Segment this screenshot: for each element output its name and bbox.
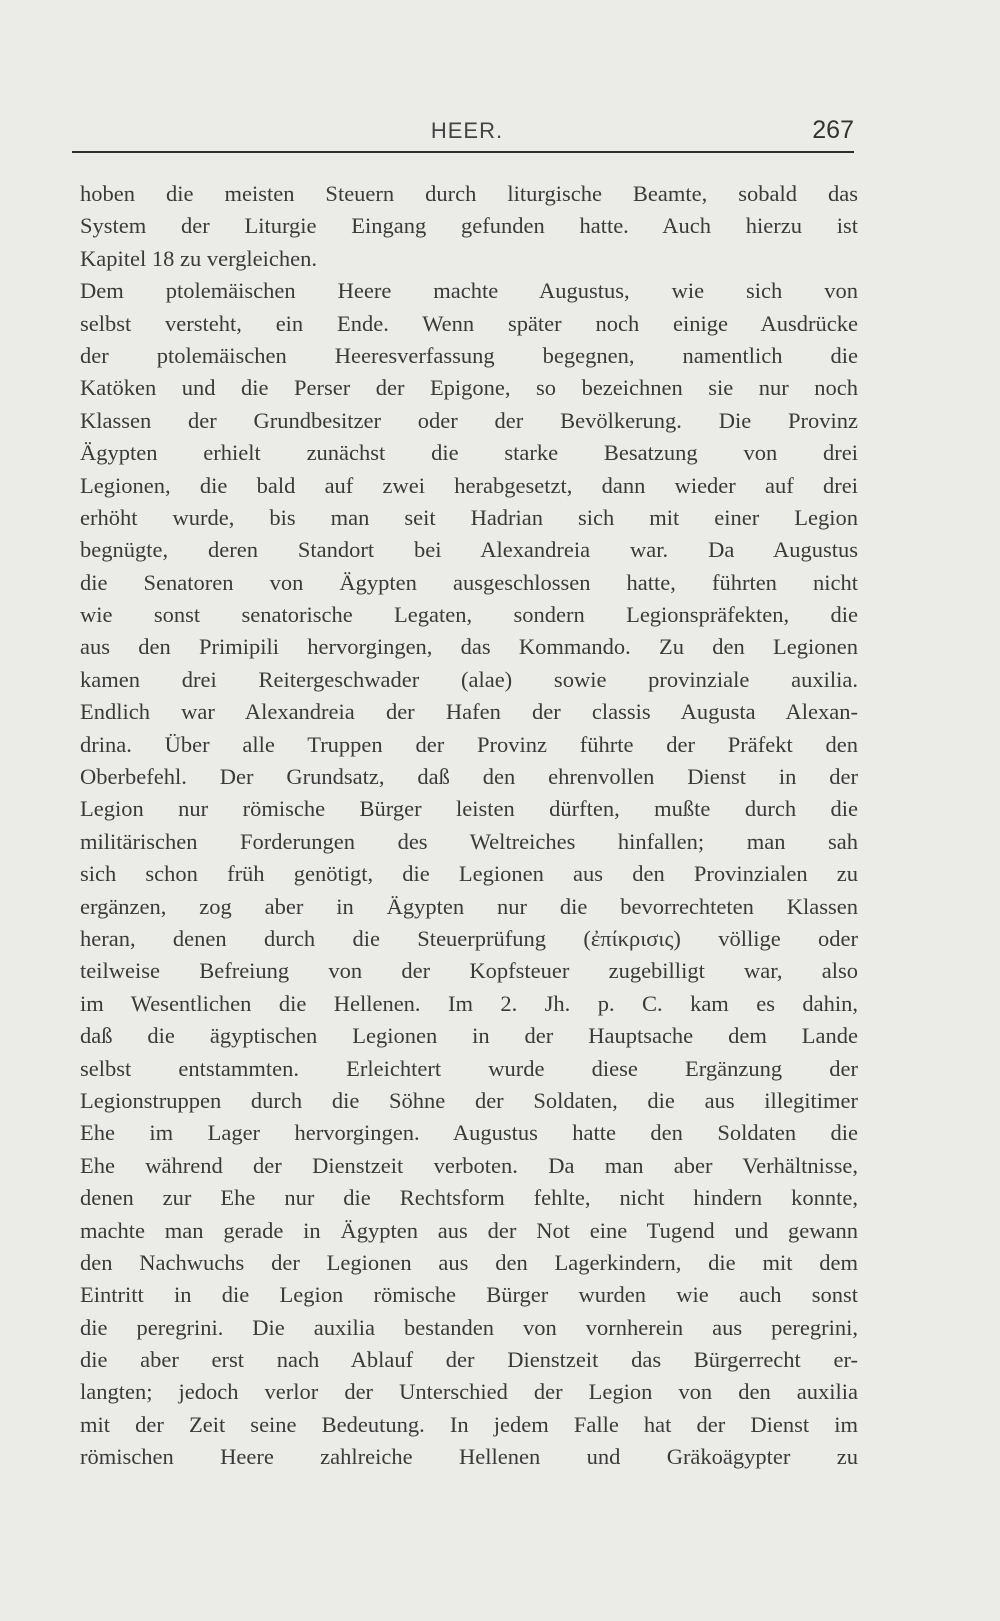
- text-line: hoben die meisten Steuern durch liturgische Beamte, sobald das: [80, 181, 858, 206]
- text-line: daß die ägyptischen Legionen in der Hauptsache dem Lande: [80, 1023, 858, 1049]
- text-line: Kapitel 18 zu vergleichen.: [80, 245, 317, 271]
- text-line: Katöken und die Perser der Epigone, so bezeichnen sie nur noch: [80, 375, 858, 401]
- text-line: erhöht wurde, bis man seit Hadrian sich mit einer Legion: [80, 504, 858, 530]
- text-line: ergänzen, zog aber in Ägypten nur die bevorrechteten Klassen: [80, 893, 858, 919]
- text-line: selbst entstammten. Erleichtert wurde diese Ergänzung der: [80, 1055, 858, 1081]
- text-line: Legionen, die bald auf zwei herabgesetzt, dann wieder auf drei: [80, 472, 858, 498]
- text-line: aus den Primipili hervorgingen, das Kommando. Zu den Legionen: [80, 634, 858, 660]
- text-line: Legionstruppen durch die Söhne der Soldaten, die aus illegitimer: [80, 1087, 858, 1113]
- body-text: [80, 178, 858, 1474]
- text-line: machte man gerade in Ägypten aus der Not eine Tugend und gewann: [80, 1217, 858, 1243]
- text-line: Eintritt in die Legion römische Bürger wurden wie auch sonst: [80, 1282, 858, 1308]
- text-line: kamen drei Reitergeschwader (alae) sowie provinziale auxilia.: [80, 666, 858, 692]
- text-line: Dem ptolemäischen Heere machte Augustus, wie sich von: [80, 278, 858, 304]
- text-line: drina. Über alle Truppen der Provinz führte der Präfekt den: [80, 731, 858, 757]
- text-line: Endlich war Alexandreia der Hafen der classis Augusta Alexan-: [80, 699, 858, 725]
- text-line: langten; jedoch verlor der Unterschied der Legion von den auxilia: [80, 1379, 858, 1405]
- running-head: [80, 116, 854, 152]
- text-line: denen zur Ehe nur die Rechtsform fehlte, nicht hindern konnte,: [80, 1185, 858, 1211]
- text-line: Oberbefehl. Der Grundsatz, daß den ehrenvollen Dienst in der: [80, 764, 858, 790]
- text-line: die Senatoren von Ägypten ausgeschlossen hatte, führten nicht: [80, 569, 858, 595]
- text-line: Ehe im Lager hervorgingen. Augustus hatte den Soldaten die: [80, 1120, 858, 1146]
- text-line: heran, denen durch die Steuerprüfung (ἐπίκρισις) völlige oder: [80, 925, 858, 951]
- text-line: sich schon früh genötigt, die Legionen aus den Provinzialen zu: [80, 861, 858, 887]
- text-line: den Nachwuchs der Legionen aus den Lagerkindern, die mit dem: [80, 1249, 858, 1275]
- text-line: militärischen Forderungen des Weltreiches hinfallen; man sah: [80, 828, 858, 854]
- text-line: die peregrini. Die auxilia bestanden von vornherein aus peregrini,: [80, 1314, 858, 1340]
- text-line: Legion nur römische Bürger leisten dürften, mußte durch die: [80, 796, 858, 822]
- text-line: begnügte, deren Standort bei Alexandreia war. Da Augustus: [80, 537, 858, 563]
- text-line: teilweise Befreiung von der Kopfsteuer zugebilligt war, also: [80, 958, 858, 984]
- text-line: römischen Heere zahlreiche Hellenen und Gräkoägypter zu: [80, 1444, 858, 1470]
- text-line: Klassen der Grundbesitzer oder der Bevölkerung. Die Provinz: [80, 407, 858, 433]
- text-line: wie sonst senatorische Legaten, sondern Legionspräfekten, die: [80, 602, 858, 628]
- running-title: HEER.: [430, 118, 504, 143]
- header-rule: [72, 151, 854, 153]
- text-line: im Wesentlichen die Hellenen. Im 2. Jh. p. C. kam es dahin,: [80, 990, 858, 1016]
- text-line: selbst versteht, ein Ende. Wenn später noch einige Ausdrücke: [80, 310, 858, 336]
- text-line: Ehe während der Dienstzeit verboten. Da man aber Verhältnisse,: [80, 1152, 858, 1178]
- text-line: mit der Zeit seine Bedeutung. In jedem Falle hat der Dienst im: [80, 1411, 858, 1437]
- text-line: Ägypten erhielt zunächst die starke Besatzung von drei: [80, 440, 858, 466]
- text-line: der ptolemäischen Heeresverfassung begegnen, namentlich die: [80, 342, 858, 368]
- text-line: System der Liturgie Eingang gefunden hatte. Auch hierzu ist: [80, 213, 858, 239]
- page-number: 267: [812, 116, 854, 144]
- text-line: die aber erst nach Ablauf der Dienstzeit das Bürgerrecht er-: [80, 1347, 858, 1373]
